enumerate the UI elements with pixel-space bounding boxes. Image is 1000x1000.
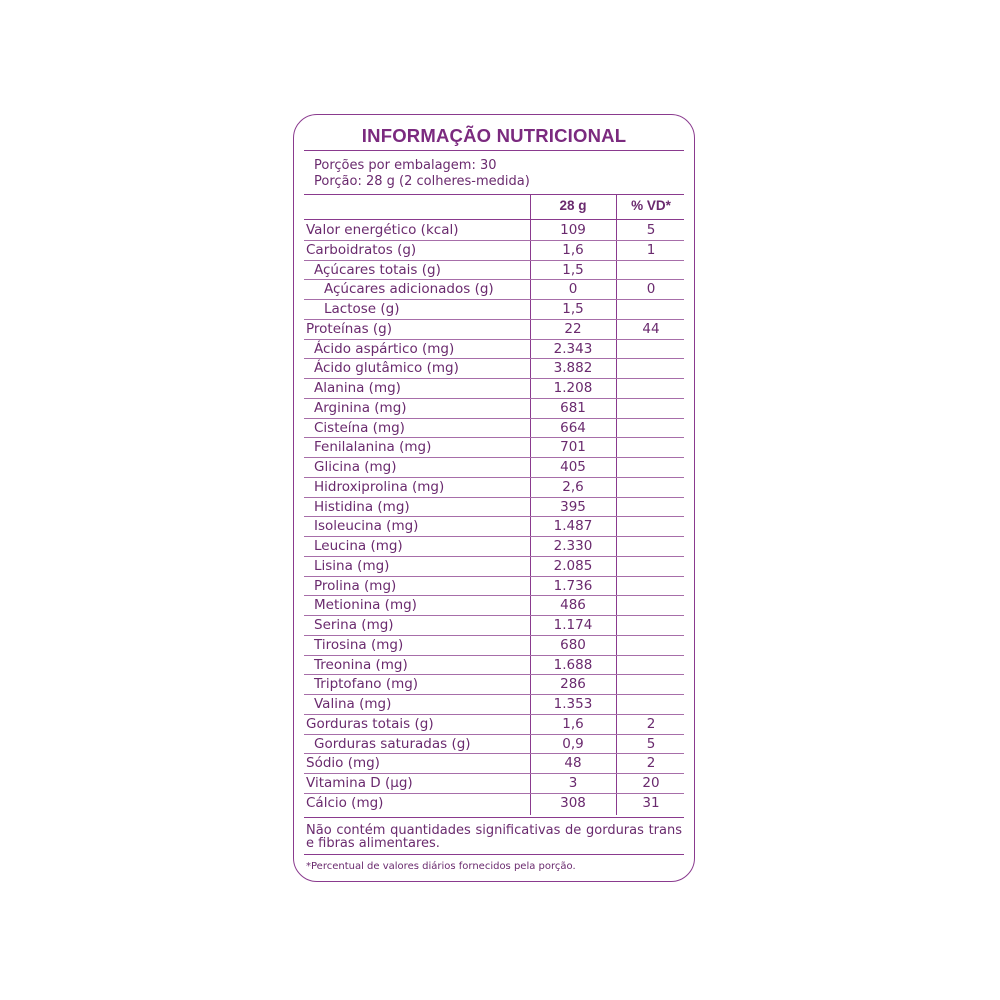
nutrient-row — [304, 557, 684, 577]
nutrient-row — [304, 774, 684, 794]
nutrient-name: Vitamina D (µg) — [306, 775, 413, 791]
nutrient-amount: 1.688 — [553, 656, 593, 673]
nutrient-amount: 681 — [560, 399, 586, 416]
nutrient-amount: 680 — [560, 636, 586, 653]
nutrient-row — [304, 399, 684, 419]
nutrient-amount: 0 — [568, 281, 578, 298]
nutrient-amount: 405 — [560, 459, 586, 475]
nutrient-row — [304, 735, 684, 755]
nutrient-amount: 48 — [564, 755, 582, 772]
nutrient-name: Valor energético (kcal) — [306, 222, 459, 238]
nutrient-name: Alanina (mg) — [314, 380, 401, 396]
nutrient-name: Gorduras totais (g) — [306, 715, 434, 732]
nutrient-amount: 1.487 — [553, 518, 593, 535]
nutrient-row — [304, 438, 684, 458]
nutrient-row — [304, 340, 684, 360]
nutrient-row — [304, 577, 684, 597]
nutrient-name: Proteínas (g) — [306, 320, 393, 337]
nutrient-daily-value: 44 — [642, 320, 660, 337]
nutrient-amount: 1,6 — [562, 715, 584, 732]
nutrient-row — [304, 754, 684, 774]
nutrient-row — [304, 300, 684, 320]
nutrient-row — [304, 261, 684, 281]
nutrient-name: Serina (mg) — [314, 617, 394, 633]
nutrient-amount: 308 — [560, 794, 586, 811]
nutrient-row — [304, 695, 684, 715]
nutrient-row — [304, 596, 684, 616]
nutrient-row — [304, 675, 684, 695]
nutrient-row — [304, 636, 684, 656]
nutrient-amount: 286 — [560, 676, 586, 693]
servings-per-package: Porções por embalagem: 30 — [314, 158, 497, 173]
nutrient-row — [304, 379, 684, 399]
nutrient-row — [304, 320, 684, 340]
nutrient-name: Metionina (mg) — [314, 597, 417, 614]
nutrient-amount: 1.736 — [553, 577, 593, 594]
nutrient-row — [304, 241, 684, 261]
nutrient-amount: 1,6 — [562, 241, 584, 258]
nutrient-amount: 1.353 — [553, 696, 593, 712]
nutrient-name: Cálcio (mg) — [306, 794, 384, 811]
nutrient-name: Tirosina (mg) — [314, 636, 404, 653]
nutrient-name: Glicina (mg) — [314, 459, 397, 475]
nutrient-name: Lisina (mg) — [314, 557, 390, 574]
column-header-amount: 28 g — [559, 198, 587, 213]
nutrient-amount: 2,6 — [562, 478, 584, 495]
nutrient-amount: 1.174 — [553, 617, 593, 633]
nutrient-amount: 1.208 — [553, 380, 593, 396]
daily-value-footnote: *Percentual de valores diários fornecidos pela porção. — [306, 861, 576, 872]
nutrient-amount: 1,5 — [562, 261, 584, 278]
nutrient-daily-value: 2 — [646, 755, 656, 772]
nutrient-row — [304, 359, 684, 379]
nutrient-row — [304, 616, 684, 636]
trans-fat-note: Não contém quantidades significativas de gorduras trans e fibras alimentares. — [306, 823, 682, 851]
nutrient-daily-value: 0 — [646, 281, 656, 298]
nutrient-name: Histidina (mg) — [314, 498, 410, 515]
nutrient-row — [304, 794, 684, 814]
table-bottom-divider — [304, 817, 684, 818]
nutrient-name: Cisteína (mg) — [314, 419, 405, 436]
nutrient-amount: 22 — [564, 320, 582, 337]
nutrient-row — [304, 498, 684, 518]
nutrient-name: Treonina (mg) — [314, 656, 408, 673]
nutrient-name: Fenilalanina (mg) — [314, 439, 432, 456]
nutrient-name: Ácido glutâmico (mg) — [314, 360, 459, 377]
nutrient-amount: 2.330 — [553, 538, 593, 554]
nutrient-daily-value: 5 — [646, 222, 656, 238]
nutrient-name: Carboidratos (g) — [306, 241, 417, 258]
nutrient-amount: 395 — [560, 498, 586, 515]
nutrient-amount: 2.343 — [553, 340, 593, 357]
nutrient-amount: 701 — [560, 439, 586, 456]
nutrient-name: Isoleucina (mg) — [314, 518, 419, 535]
nutrient-daily-value: 2 — [646, 715, 656, 732]
nutrient-row — [304, 458, 684, 478]
nutrient-row — [304, 656, 684, 676]
nutrient-amount: 3 — [568, 775, 578, 791]
serving-size: Porção: 28 g (2 colheres-medida) — [314, 174, 530, 189]
nutrient-amount: 1,5 — [562, 301, 584, 317]
nutrient-name: Lactose (g) — [324, 301, 400, 317]
nutrient-amount: 664 — [560, 419, 586, 436]
nutrient-rows — [304, 221, 684, 814]
nutrient-name: Açúcares adicionados (g) — [324, 281, 494, 298]
nutrient-name: Valina (mg) — [314, 696, 392, 712]
title-divider — [304, 150, 684, 151]
nutrient-row — [304, 478, 684, 498]
nutrient-row — [304, 280, 684, 300]
nutrient-name: Triptofano (mg) — [314, 676, 419, 693]
nutrient-name: Açúcares totais (g) — [314, 261, 441, 278]
nutrient-row — [304, 517, 684, 537]
header-bottom-divider — [304, 219, 684, 220]
footnote-divider — [304, 854, 684, 855]
nutrient-daily-value: 20 — [642, 775, 660, 791]
nutrient-amount: 2.085 — [553, 557, 593, 574]
nutrient-name: Arginina (mg) — [314, 399, 407, 416]
nutrient-name: Gorduras saturadas (g) — [314, 735, 471, 752]
nutrient-name: Prolina (mg) — [314, 577, 397, 594]
nutrient-amount: 486 — [560, 597, 586, 614]
nutrition-facts-label — [293, 114, 695, 882]
nutrient-daily-value: 31 — [642, 794, 660, 811]
column-header-daily-value: % VD* — [631, 198, 671, 213]
label-title: INFORMAÇÃO NUTRICIONAL — [361, 125, 627, 146]
nutrient-amount: 3.882 — [553, 360, 593, 377]
nutrient-row — [304, 221, 684, 241]
nutrient-row — [304, 419, 684, 439]
nutrient-daily-value: 5 — [646, 735, 656, 752]
nutrient-name: Ácido aspártico (mg) — [314, 340, 455, 357]
nutrient-name: Hidroxiprolina (mg) — [314, 478, 445, 495]
nutrient-name: Sódio (mg) — [306, 755, 380, 772]
nutrient-amount: 0,9 — [562, 735, 584, 752]
nutrient-name: Leucina (mg) — [314, 538, 403, 554]
header-top-divider — [304, 194, 684, 195]
nutrient-row — [304, 537, 684, 557]
nutrient-row — [304, 715, 684, 735]
nutrient-amount: 109 — [560, 222, 586, 238]
nutrient-daily-value: 1 — [646, 241, 656, 258]
